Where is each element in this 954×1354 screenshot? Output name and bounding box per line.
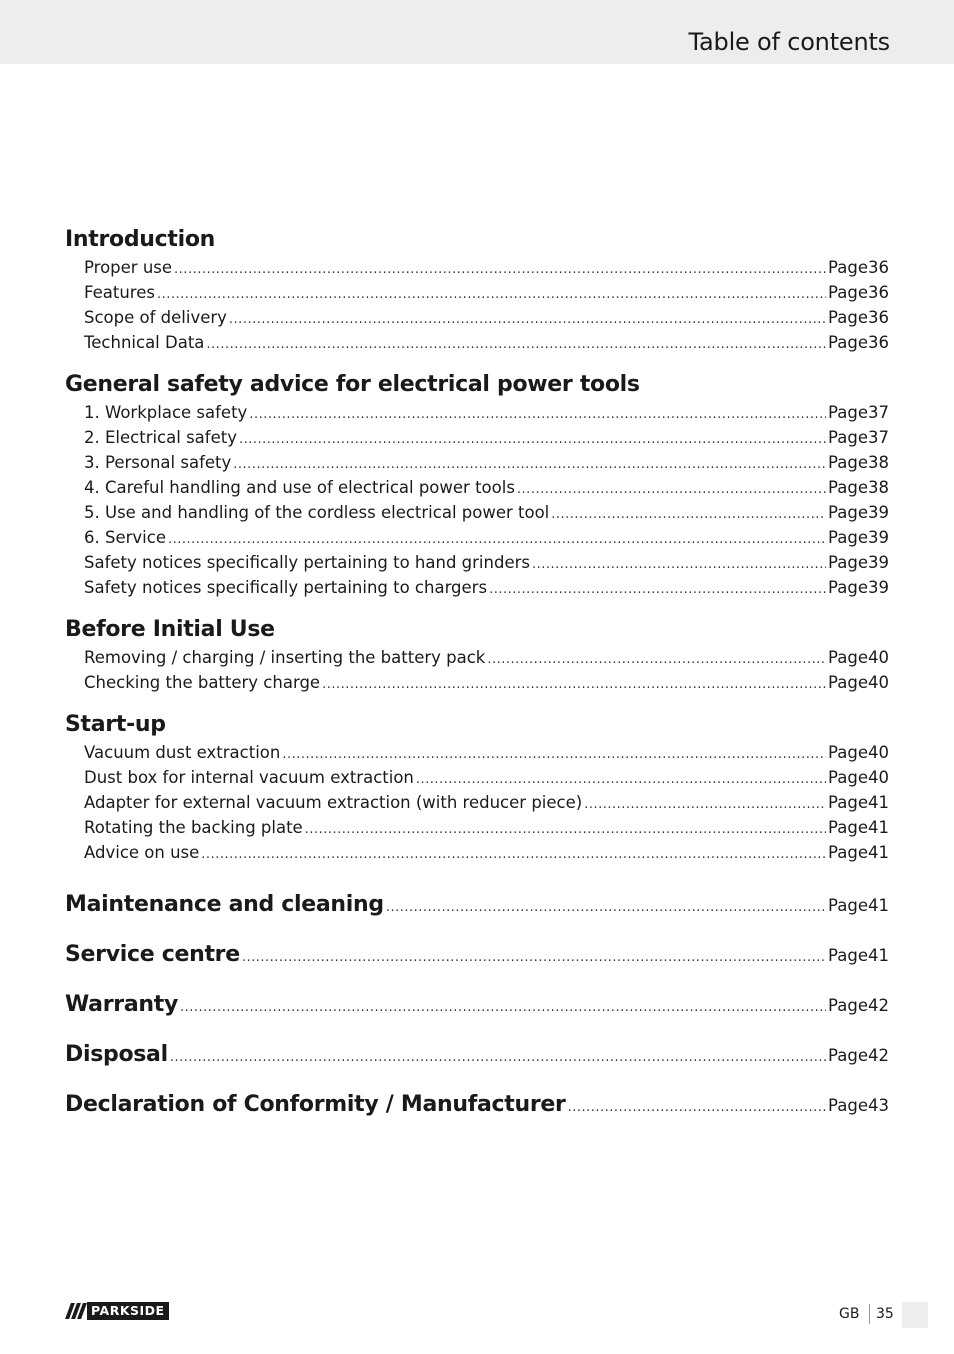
dot-leader bbox=[551, 502, 826, 527]
page-label: Page bbox=[828, 453, 868, 472]
section-title[interactable]: General safety advice for electrical power tools bbox=[65, 372, 640, 397]
dot-leader bbox=[168, 527, 826, 552]
dot-leader bbox=[416, 767, 826, 792]
page-label: Page bbox=[828, 648, 868, 667]
entry-text: Warranty bbox=[65, 992, 178, 1017]
entry-text: 5. Use and handling of the cordless electrical power tool bbox=[84, 503, 550, 522]
page-label: Page bbox=[828, 996, 868, 1015]
toc-entry[interactable] bbox=[65, 575, 889, 600]
page-label: Page bbox=[828, 896, 868, 915]
dot-leader bbox=[157, 282, 826, 307]
page-label: Page bbox=[828, 528, 868, 547]
parkside-logo bbox=[65, 1302, 177, 1320]
toc-entry[interactable] bbox=[65, 425, 889, 450]
page-number: 40 bbox=[868, 648, 889, 667]
entry-text: Rotating the backing plate bbox=[84, 818, 303, 837]
page-number: 42 bbox=[868, 996, 889, 1015]
dot-leader bbox=[584, 792, 826, 817]
dot-leader bbox=[487, 647, 826, 672]
section-title[interactable]: Introduction bbox=[65, 227, 216, 252]
toc-entry[interactable] bbox=[65, 475, 889, 500]
footer-tab-box bbox=[902, 1302, 928, 1328]
page-number: 37 bbox=[868, 403, 889, 422]
entry-text: Removing / charging / inserting the battery pack bbox=[84, 648, 486, 667]
page-number: 40 bbox=[868, 768, 889, 787]
page-label: Page bbox=[828, 333, 868, 352]
toc-main-entry[interactable] bbox=[65, 1030, 889, 1080]
dot-leader bbox=[305, 817, 826, 842]
logo-slashes-icon bbox=[65, 1302, 87, 1320]
toc-entry[interactable] bbox=[65, 840, 889, 865]
page-number: 37 bbox=[868, 428, 889, 447]
toc-main-entry[interactable] bbox=[65, 1080, 889, 1130]
dot-leader bbox=[174, 257, 826, 282]
entry-text: 3. Personal safety bbox=[84, 453, 232, 472]
table-of-contents bbox=[65, 225, 889, 1130]
toc-entry[interactable] bbox=[65, 740, 889, 765]
page-label: Page bbox=[828, 768, 868, 787]
dot-leader bbox=[229, 307, 826, 332]
entry-text: 1. Workplace safety bbox=[84, 403, 248, 422]
toc-entry[interactable] bbox=[65, 670, 889, 695]
toc-entry[interactable] bbox=[65, 330, 889, 355]
page-label: Page bbox=[828, 743, 868, 762]
page-number: 36 bbox=[868, 308, 889, 327]
entry-text: Advice on use bbox=[84, 843, 200, 862]
page-label: Page bbox=[828, 553, 868, 572]
toc-entry[interactable] bbox=[65, 280, 889, 305]
entry-text: Safety notices specifically pertaining to hand grinders bbox=[84, 553, 530, 572]
footer-page-number: 35 bbox=[876, 1306, 894, 1322]
entry-text: Scope of delivery bbox=[84, 308, 227, 327]
page-number: 39 bbox=[868, 528, 889, 547]
language-code: GB bbox=[839, 1306, 860, 1322]
dot-leader bbox=[322, 672, 826, 697]
page-number: 41 bbox=[868, 818, 889, 837]
entry-text: Safety notices specifically pertaining to chargers bbox=[84, 578, 488, 597]
toc-main-entries bbox=[65, 880, 889, 1130]
page-label: Page bbox=[828, 1046, 868, 1065]
entry-text: Checking the battery charge bbox=[84, 673, 321, 692]
entry-text: 6. Service bbox=[84, 528, 166, 547]
dot-leader bbox=[517, 477, 826, 502]
dot-leader bbox=[239, 427, 826, 452]
entry-text: Proper use bbox=[84, 258, 173, 277]
toc-entry[interactable] bbox=[65, 790, 889, 815]
toc-entry[interactable] bbox=[65, 550, 889, 575]
dot-leader bbox=[532, 552, 826, 577]
entry-text: Features bbox=[84, 283, 155, 302]
page-number: 40 bbox=[868, 743, 889, 762]
toc-main-entry[interactable] bbox=[65, 980, 889, 1030]
dot-leader bbox=[568, 1083, 826, 1133]
page-number: 38 bbox=[868, 453, 889, 472]
toc-entry[interactable] bbox=[65, 525, 889, 550]
page-number: 39 bbox=[868, 503, 889, 522]
page-label: Page bbox=[828, 403, 868, 422]
dot-leader bbox=[206, 332, 826, 357]
page-label: Page bbox=[828, 1096, 868, 1115]
toc-section-introduction bbox=[65, 225, 889, 355]
entry-text: Disposal bbox=[65, 1042, 168, 1067]
toc-main-entry[interactable] bbox=[65, 880, 889, 930]
toc-section-general-safety bbox=[65, 370, 889, 600]
entry-text: Vacuum dust extraction bbox=[84, 743, 281, 762]
entry-text: 4. Careful handling and use of electrical power tools bbox=[84, 478, 515, 497]
logo-wordmark: PARKSIDE bbox=[87, 1302, 169, 1320]
dot-leader bbox=[249, 402, 826, 427]
page-label: Page bbox=[828, 258, 868, 277]
page-label: Page bbox=[828, 673, 868, 692]
page-number: 43 bbox=[868, 1096, 889, 1115]
dot-leader bbox=[180, 983, 826, 1033]
page-label: Page bbox=[828, 428, 868, 447]
page-label: Page bbox=[828, 793, 868, 812]
page-label: Page bbox=[828, 843, 868, 862]
page-number: 41 bbox=[868, 946, 889, 965]
toc-section-before-initial-use bbox=[65, 615, 889, 695]
footer-divider bbox=[869, 1304, 870, 1324]
page-number: 41 bbox=[868, 843, 889, 862]
page-number: 36 bbox=[868, 333, 889, 352]
dot-leader bbox=[489, 577, 826, 602]
entry-text: Dust box for internal vacuum extraction bbox=[84, 768, 414, 787]
entry-text: 2. Electrical safety bbox=[84, 428, 237, 447]
dot-leader bbox=[282, 742, 826, 767]
entry-text: Maintenance and cleaning bbox=[65, 892, 384, 917]
toc-section-start-up bbox=[65, 710, 889, 865]
toc-entry[interactable] bbox=[65, 765, 889, 790]
entry-text: Service centre bbox=[65, 942, 240, 967]
page-label: Page bbox=[828, 818, 868, 837]
entry-text: Technical Data bbox=[84, 333, 205, 352]
entry-text: Adapter for external vacuum extraction (with reducer piece) bbox=[84, 793, 583, 812]
page-number: 40 bbox=[868, 673, 889, 692]
toc-main-entry[interactable] bbox=[65, 930, 889, 980]
page-label: Page bbox=[828, 283, 868, 302]
page-number: 39 bbox=[868, 553, 889, 572]
toc-entry[interactable] bbox=[65, 255, 889, 280]
page-number: 41 bbox=[868, 793, 889, 812]
page-number: 41 bbox=[868, 896, 889, 915]
toc-entry[interactable] bbox=[65, 645, 889, 670]
page-title: Table of contents bbox=[688, 28, 890, 56]
dot-leader bbox=[201, 842, 826, 867]
page-label: Page bbox=[828, 308, 868, 327]
section-title[interactable]: Before Initial Use bbox=[65, 617, 275, 642]
section-title[interactable]: Start-up bbox=[65, 712, 166, 737]
toc-entry[interactable] bbox=[65, 305, 889, 330]
page-label: Page bbox=[828, 946, 868, 965]
page-label: Page bbox=[828, 503, 868, 522]
dot-leader bbox=[233, 452, 826, 477]
toc-entry[interactable] bbox=[65, 400, 889, 425]
toc-entry[interactable] bbox=[65, 450, 889, 475]
toc-entry[interactable] bbox=[65, 500, 889, 525]
page-label: Page bbox=[828, 478, 868, 497]
entry-text: Declaration of Conformity / Manufacturer bbox=[65, 1092, 566, 1117]
page-label: Page bbox=[828, 578, 868, 597]
page-number: 36 bbox=[868, 283, 889, 302]
toc-entry[interactable] bbox=[65, 815, 889, 840]
dot-leader bbox=[386, 883, 826, 933]
dot-leader bbox=[170, 1033, 826, 1083]
page-number: 42 bbox=[868, 1046, 889, 1065]
page-number: 38 bbox=[868, 478, 889, 497]
page-number: 36 bbox=[868, 258, 889, 277]
dot-leader bbox=[242, 933, 826, 983]
page-number: 39 bbox=[868, 578, 889, 597]
